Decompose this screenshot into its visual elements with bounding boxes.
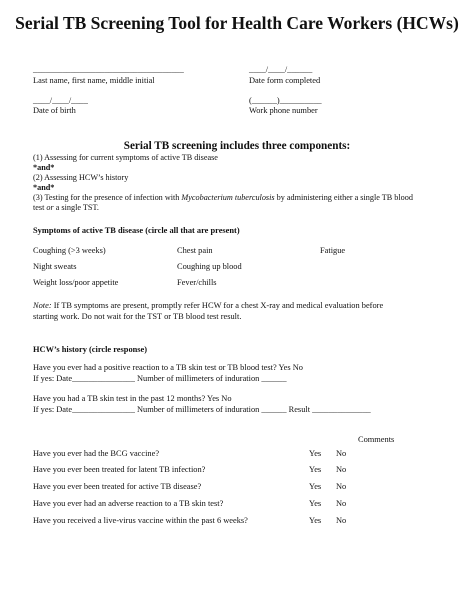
- date-completed-field-line[interactable]: ____/____/______: [249, 65, 313, 74]
- yn-question-bcg: Have you ever had the BCG vaccine?: [33, 449, 160, 458]
- dob-field-line[interactable]: ____/____/____: [33, 96, 88, 105]
- note-line-2: starting work. Do not wait for the TST or TB blood test result.: [33, 312, 242, 321]
- page-title: Serial TB Screening Tool for Health Care Workers (HCWs): [15, 13, 459, 33]
- note-line-1: [33, 301, 383, 310]
- component-item-3-line-2-before: test: [33, 203, 47, 212]
- note-text-1: If TB symptoms are present, promptly refer HCW for a chest X-ray and medical evaluation before: [51, 301, 384, 310]
- component-item-3-after: by administering either a single TB blood: [274, 193, 413, 202]
- symptom-coughing[interactable]: Coughing (>3 weeks): [33, 246, 106, 255]
- components-heading: Serial TB screening includes three components:: [123, 140, 351, 152]
- yes-option-bcg[interactable]: Yes: [309, 449, 322, 458]
- yn-question-live-virus: Have you received a live-virus vaccine within the past 6 weeks?: [33, 516, 248, 525]
- name-field-label: Last name, first name, middle initial: [33, 76, 155, 85]
- history-q2[interactable]: Have you had a TB skin test in the past 12 months? Yes No: [33, 394, 232, 403]
- phone-field-label: Work phone number: [249, 106, 318, 115]
- component-item-2: (2) Assessing HCW’s history: [33, 173, 129, 182]
- history-q1-details[interactable]: If yes: Date_______________ Number of millimeters of induration ______: [33, 374, 287, 383]
- comments-label: Comments: [358, 435, 395, 444]
- yn-question-adverse-reaction: Have you ever had an adverse reaction to a TB skin test?: [33, 499, 224, 508]
- symptom-night-sweats[interactable]: Night sweats: [33, 262, 77, 271]
- name-field-line[interactable]: ____________________________________: [33, 65, 184, 74]
- yes-option-active-tb[interactable]: Yes: [309, 482, 322, 491]
- component-item-3-line-2: [33, 203, 99, 213]
- yes-option-latent-tb[interactable]: Yes: [309, 465, 322, 474]
- history-q2-details[interactable]: If yes: Date_______________ Number of millimeters of induration ______ Result ______________: [33, 405, 371, 414]
- yes-option-live-virus[interactable]: Yes: [309, 516, 322, 525]
- symptom-weight-loss[interactable]: Weight loss/poor appetite: [33, 278, 119, 287]
- component-item-3-or: or: [46, 203, 54, 212]
- no-option-live-virus[interactable]: No: [336, 516, 347, 525]
- component-and-2: *and*: [33, 183, 55, 192]
- symptom-fever-chills[interactable]: Fever/chills: [177, 278, 217, 287]
- symptom-chest-pain[interactable]: Chest pain: [177, 246, 213, 255]
- component-item-3-organism: Mycobacterium tuberculosis: [181, 193, 275, 202]
- history-heading: HCW’s history (circle response): [33, 345, 148, 354]
- history-q1[interactable]: Have you ever had a positive reaction to a TB skin test or TB blood test? Yes No: [33, 363, 303, 372]
- no-option-active-tb[interactable]: No: [336, 482, 347, 491]
- dob-field-label: Date of birth: [33, 106, 76, 115]
- yes-option-adverse-reaction[interactable]: Yes: [309, 499, 322, 508]
- no-option-latent-tb[interactable]: No: [336, 465, 347, 474]
- component-item-3-before: (3) Testing for the presence of infection with: [33, 193, 182, 202]
- symptom-fatigue[interactable]: Fatigue: [320, 246, 346, 255]
- yn-question-latent-tb: Have you ever been treated for latent TB infection?: [33, 465, 206, 474]
- component-item-3: [33, 193, 413, 203]
- note-label: Note:: [33, 301, 52, 310]
- no-option-adverse-reaction[interactable]: No: [336, 499, 347, 508]
- component-item-1: (1) Assessing for current symptoms of active TB disease: [33, 153, 218, 162]
- yn-question-active-tb: Have you ever been treated for active TB disease?: [33, 482, 202, 491]
- date-completed-field-label: Date form completed: [249, 76, 321, 85]
- phone-field-line[interactable]: (______)__________: [249, 96, 322, 105]
- component-item-3-line-2-after: a single TST.: [53, 203, 99, 212]
- symptom-coughing-blood[interactable]: Coughing up blood: [177, 262, 242, 271]
- symptoms-heading: Symptoms of active TB disease (circle all that are present): [33, 226, 240, 235]
- component-and-1: *and*: [33, 163, 55, 172]
- no-option-bcg[interactable]: No: [336, 449, 347, 458]
